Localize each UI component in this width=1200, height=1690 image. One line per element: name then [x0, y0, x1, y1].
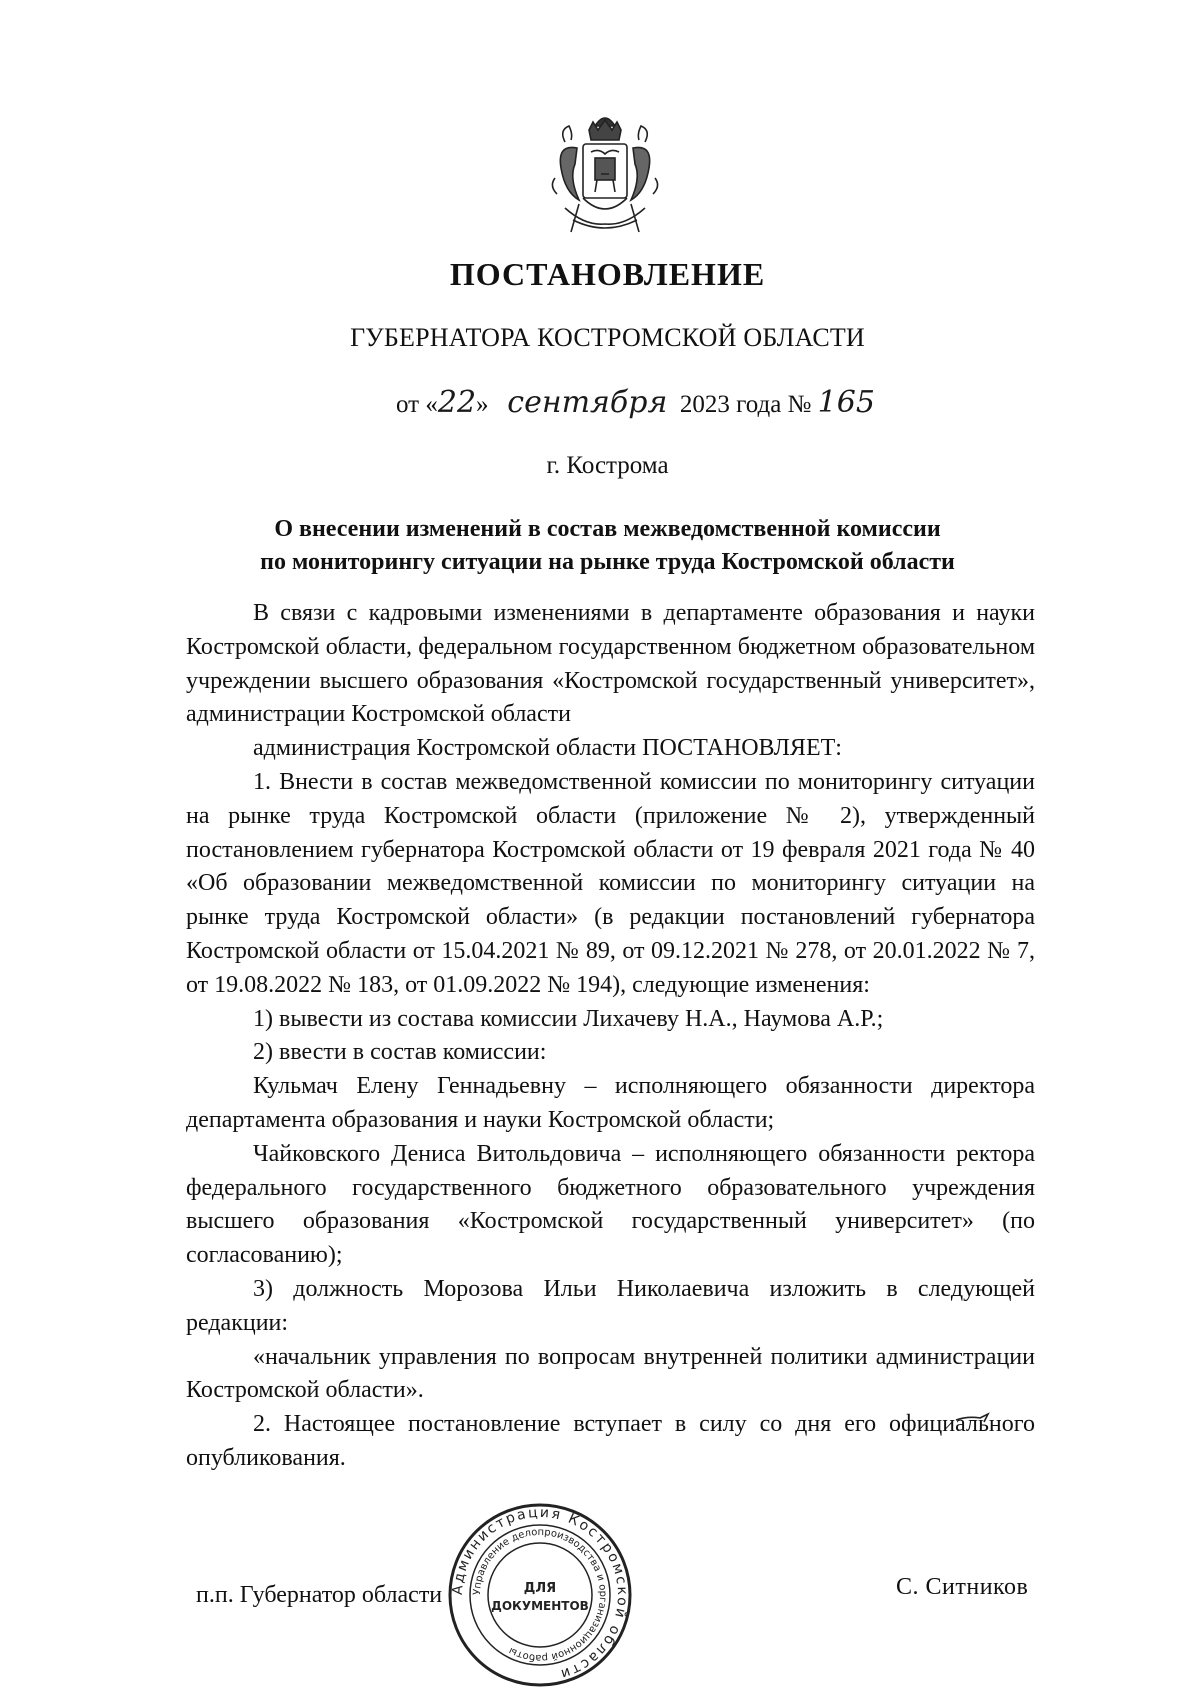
stamp-center-line: ДЛЯ: [523, 1581, 557, 1596]
document-subtitle: ГУБЕРНАТОРА КОСТРОМСКОЙ ОБЛАСТИ: [350, 323, 865, 352]
heading-line: О внесении изменений в состав межведомственной комиссии: [274, 516, 941, 542]
paragraph: 2) ввести в состав комиссии:: [253, 1039, 547, 1066]
date-day: 22: [437, 385, 477, 420]
heading-line: по мониторингу ситуации на рынке труда Костромской области: [260, 549, 955, 575]
date-year: 2023 года №: [679, 391, 812, 418]
paragraph: 1) вывести из состава комиссии Лихачеву Н.А., Наумова А.Р.;: [253, 1005, 884, 1032]
stamp-outer-text: Администрация Костромской области: [449, 1504, 631, 1683]
date-line: [396, 385, 875, 420]
date-separator: »: [476, 391, 489, 418]
date-month: сентября: [507, 385, 668, 420]
signatory-name: С. Ситников: [896, 1574, 1029, 1600]
paragraph: 2. Настоящее постановление вступает в силу со дня его официального опубликования.: [186, 1411, 1035, 1471]
handwritten-mark-icon: [954, 1410, 992, 1426]
city: г. Кострома: [546, 452, 669, 479]
document-heading: [180, 513, 1035, 579]
paragraph: 3) должность Морозова Ильи Николаевича изложить в следующей редакции:: [186, 1275, 1035, 1336]
date-prefix: от «: [396, 391, 438, 418]
paragraph: «начальник управления по вопросам внутренней политики администрации Костромской области».: [186, 1343, 1035, 1404]
stamp-center-line: ДОКУМЕНТОВ: [491, 1599, 589, 1613]
paragraph: Чайковского Дениса Витольдовича – исполняющего обязанности ректора федерального государственного бюджетного образовательного учреждения высшего образования «Костромской государственный университет» (по согласованию);: [186, 1140, 1035, 1269]
coat-of-arms-emblem: [535, 108, 675, 248]
paragraph: В связи с кадровыми изменениями в департаменте образования и науки Костромской области, федеральном государственном бюджетном образовательном учреждении высшего образования «Костромской государственный университет», администрации Костромской области: [186, 600, 1035, 728]
paragraph: Кульмач Елену Геннадьевну – исполняющего обязанности директора департамента образования и науки Костромской области;: [186, 1073, 1035, 1133]
document-title: ПОСТАНОВЛЕНИЕ: [449, 256, 766, 292]
signatory-title: п.п. Губернатор области: [196, 1582, 443, 1608]
paragraph: 1. Внести в состав межведомственной комиссии по мониторингу ситуации на рынке труда Костромской области (приложение № 2), утвержденный постановлением губернатора Костромской области от 19 февраля 2021 года № 40 «Об образовании межведомственной комиссии по мониторингу ситуации на рынке труда Костромской области» (в редакции постановлений губернатора Костромской области от 15.04.2021 № 89, от 09.12.2021 № 278, от 20.01.2022 № 7, от 19.08.2022 № 183, от 01.09.2022 № 194), следующие изменения:: [186, 768, 1035, 998]
document-number: 165: [817, 385, 875, 420]
document-body: [186, 597, 1035, 1476]
paragraph: администрация Костромской области ПОСТАНОВЛЯЕТ:: [253, 735, 842, 762]
official-stamp-icon: [445, 1500, 635, 1690]
stamp-inner-text: Управление делопроизводства и организационной работы: [471, 1526, 609, 1664]
